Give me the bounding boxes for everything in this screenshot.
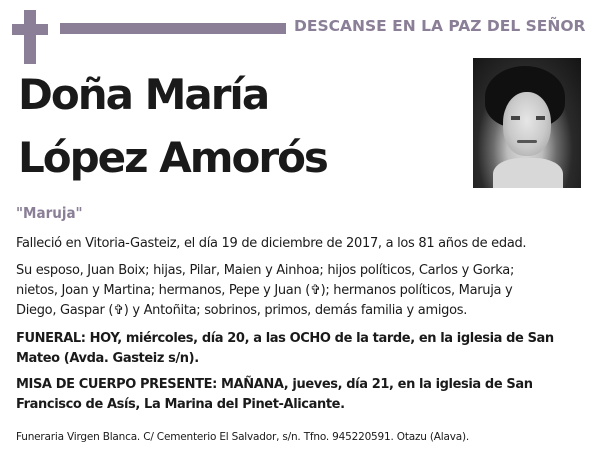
header-rule [60, 23, 286, 34]
death-notice [16, 234, 586, 254]
deceased-name-line1: Doña María [18, 70, 269, 119]
family-line: nietos, Joan y Martina; hermanos, Pepe y Juan (✞); hermanos políticos, Maruja y [16, 283, 513, 298]
funeral-paragraph [16, 329, 586, 369]
death-notice-line: Falleció en Vitoria-Gasteiz, el día 19 de diciembre de 2017, a los 81 años de edad. [16, 236, 527, 251]
funeral-line: FUNERAL: HOY, miércoles, día 20, a las OCHO de la tarde, en la iglesia de San [16, 331, 554, 346]
family-paragraph [16, 261, 586, 321]
mass-line: Francisco de Asís, La Marina del Pinet-Alicante. [16, 397, 345, 412]
family-line: Diego, Gaspar (✞) y Antoñita; sobrinos, primos, demás familia y amigos. [16, 303, 468, 318]
mass-line: MISA DE CUERPO PRESENTE: MAÑANA, jueves, día 21, en la iglesia de San [16, 377, 533, 392]
funeral-line: Mateo (Avda. Gasteiz s/n). [16, 351, 199, 366]
nickname: "Maruja" [16, 204, 83, 222]
mass-paragraph [16, 375, 586, 415]
deceased-name-line2: López Amorós [18, 133, 327, 182]
funeral-home-footer: Funeraria Virgen Blanca. C/ Cementerio El Salvador, s/n. Tfno. 945220591. Otazu (Alava). [16, 431, 470, 443]
cross-icon [12, 10, 52, 64]
portrait-photo [473, 58, 581, 188]
header-title: DESCANSE EN LA PAZ DEL SEÑOR [294, 17, 586, 35]
family-line: Su esposo, Juan Boix; hijas, Pilar, Maien y Ainhoa; hijos políticos, Carlos y Gorka; [16, 263, 515, 278]
